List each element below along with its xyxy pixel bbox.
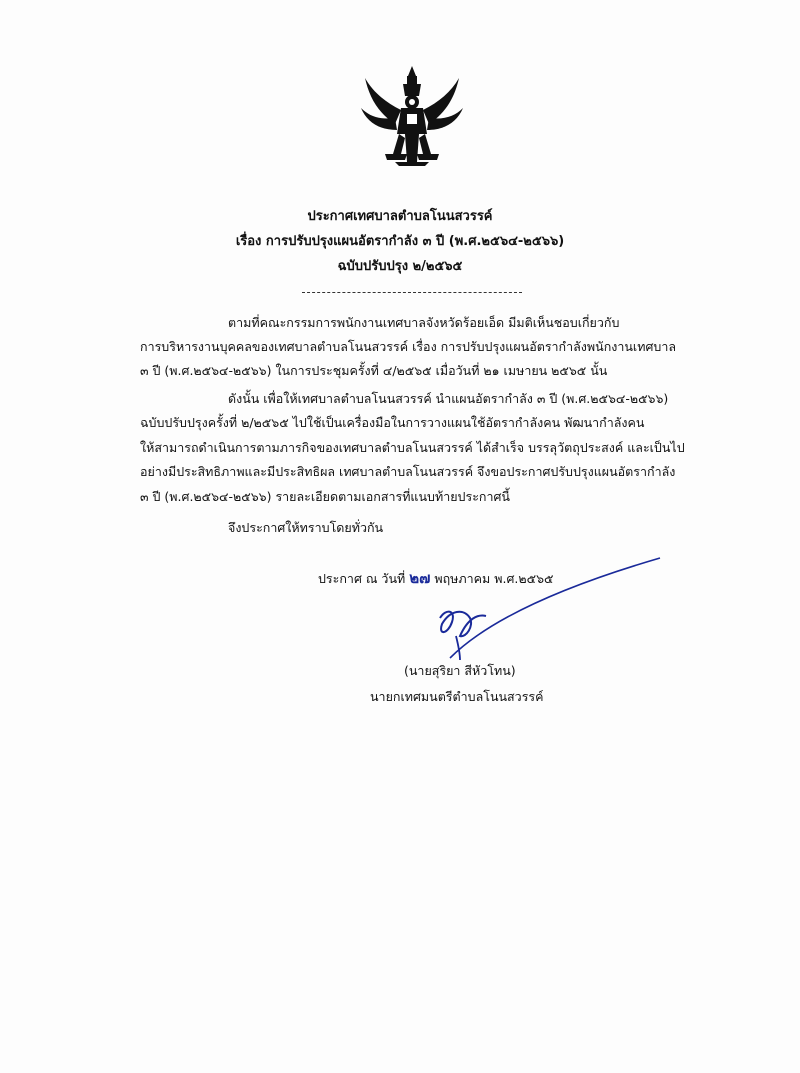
paragraph-2-line-5: ๓ ปี (พ.ศ.๒๕๖๔-๒๕๖๖) รายละเอียดตามเอกสารที่แนบท้ายประกาศนี้ <box>140 489 510 504</box>
handwritten-signature <box>420 548 670 668</box>
paragraph-2-line-3: ให้สามารถดำเนินการตามภารกิจของเทศบาลตำบลโนนสวรรค์ ได้สำเร็จ บรรลุวัตถุประสงค์ และเป็นไป <box>140 440 685 455</box>
paragraph-2-line-1: ดังนั้น เพื่อให้เทศบาลตำบลโนนสวรรค์ นำแผนอัตรากำลัง ๓ ปี (พ.ศ.๒๕๖๔-๒๕๖๖) <box>228 391 669 406</box>
paragraph-1-line-3: ๓ ปี (พ.ศ.๒๕๖๔-๒๕๖๖) ในการประชุมครั้งที่ ๔/๒๕๖๕ เมื่อวันที่ ๒๑ เมษายน ๒๕๖๕ นั้น <box>140 363 608 378</box>
date-day: ๒๗ <box>409 569 431 587</box>
closing-statement: จึงประกาศให้ทราบโดยทั่วกัน <box>228 520 384 535</box>
divider <box>302 292 522 293</box>
announcement-title: ประกาศเทศบาลตำบลโนนสวรรค์ <box>307 209 493 224</box>
date-prefix: ประกาศ ณ วันที่ <box>318 571 406 586</box>
signer-position: นายกเทศมนตรีตำบลโนนสวรรค์ <box>370 689 544 704</box>
paragraph-2-line-2: ฉบับปรับปรุงครั้งที่ ๒/๒๕๖๕ ไปใช้เป็นเครื่องมือในการวางแผนใช้อัตรากำลังคน พัฒนากำลังคน <box>140 415 645 430</box>
date-month-year: พฤษภาคม พ.ศ.๒๕๖๕ <box>434 571 554 586</box>
paragraph-2-line-4: อย่างมีประสิทธิภาพและมีประสิทธิผล เทศบาลตำบลโนนสวรรค์ จึงขอประกาศปรับปรุงแผนอัตรากำลัง <box>140 464 676 479</box>
paragraph-1-line-2: การบริหารงานบุคคลของเทศบาลตำบลโนนสวรรค์ เรื่อง การปรับปรุงแผนอัตรากำลังพนักงานเทศบาล <box>140 339 676 354</box>
garuda-emblem-icon <box>355 62 470 177</box>
paragraph-1-line-1: ตามที่คณะกรรมการพนักงานเทศบาลจังหวัดร้อยเอ็ด มีมติเห็นชอบเกี่ยวกับ <box>228 315 620 330</box>
announcement-subject: เรื่อง การปรับปรุงแผนอัตรากำลัง ๓ ปี (พ.ศ.๒๕๖๔-๒๕๖๖) <box>235 234 565 249</box>
announcement-revision: ฉบับปรับปรุง ๒/๒๕๖๕ <box>337 259 463 274</box>
signer-name: (นายสุริยา สีหัวโทน) <box>404 663 516 678</box>
